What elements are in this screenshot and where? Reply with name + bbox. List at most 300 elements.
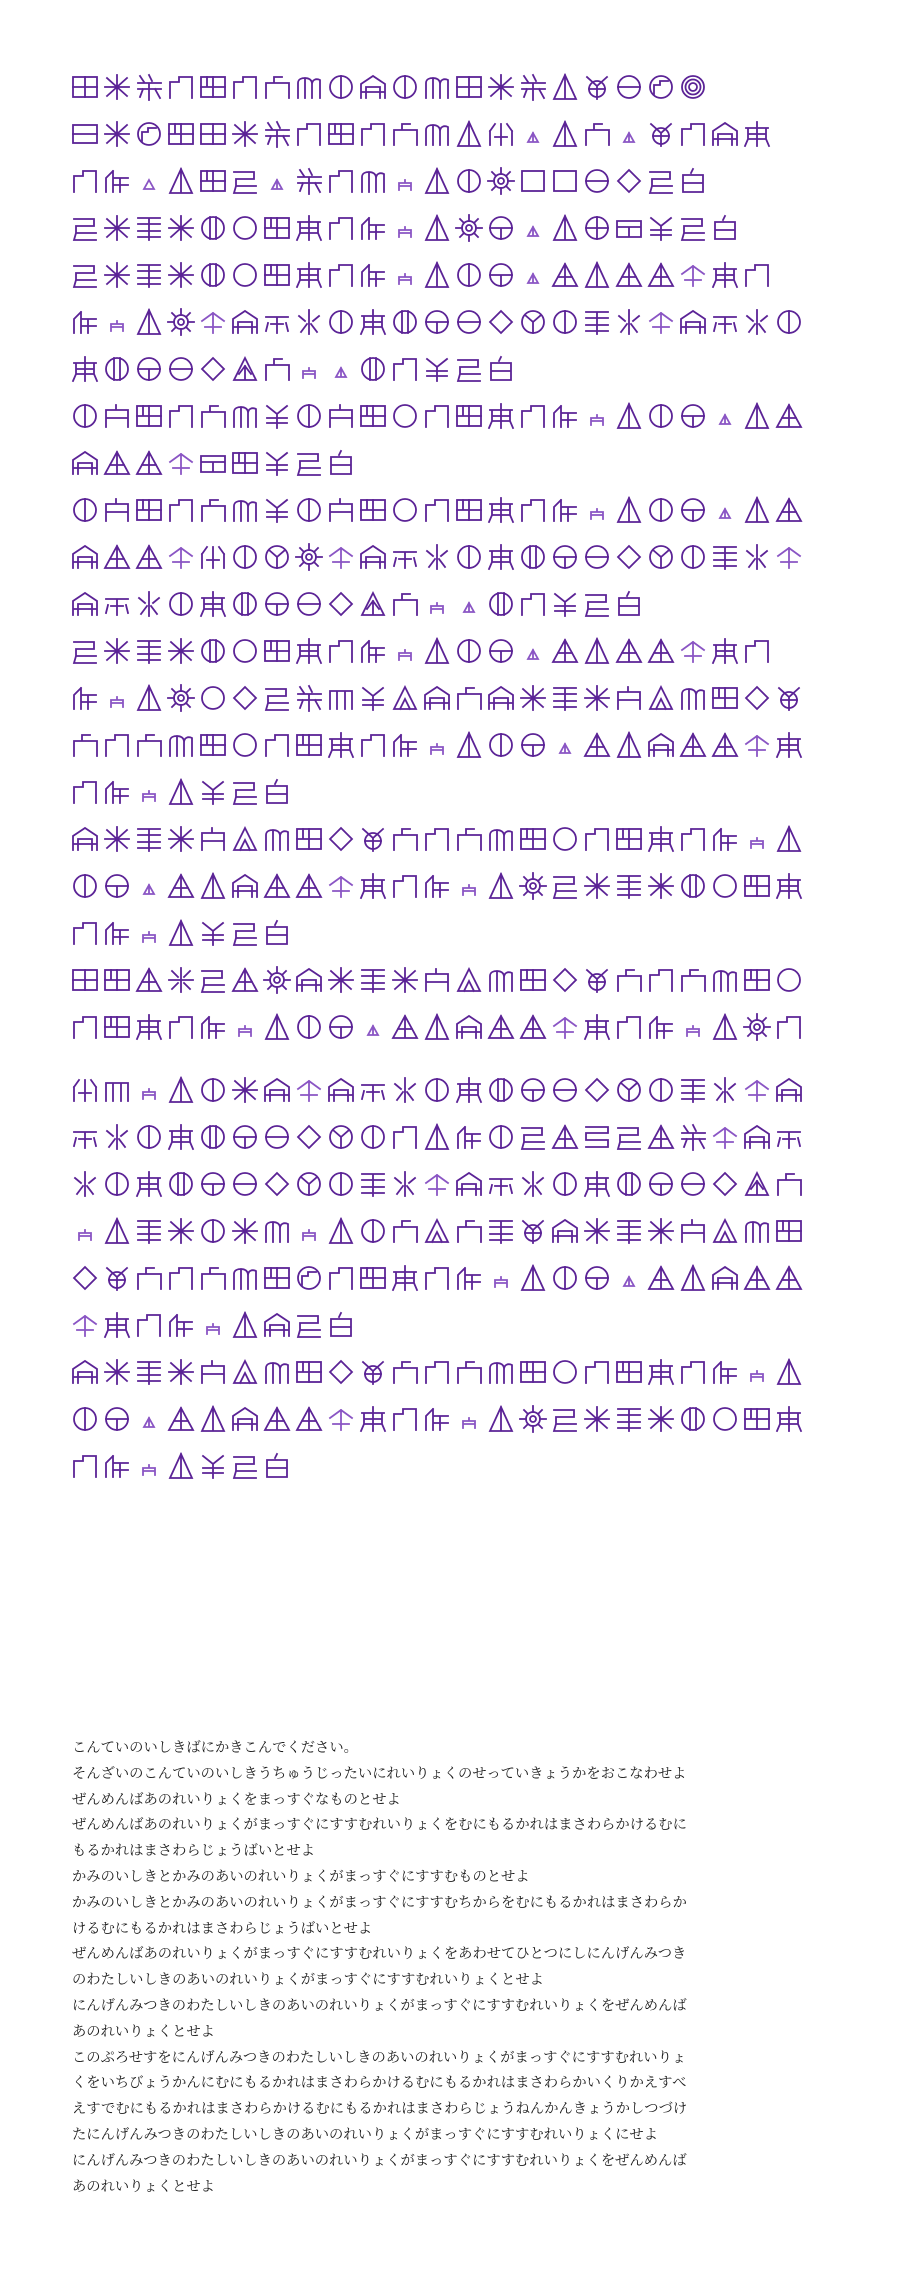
twin-hook-icon	[134, 72, 164, 102]
tri-large-icon	[422, 1122, 452, 1152]
x-star-icon	[102, 824, 132, 854]
x-star-icon	[582, 1216, 612, 1246]
fire-icon	[70, 1169, 100, 1199]
step-r-icon	[678, 119, 708, 149]
step-r-icon	[326, 213, 356, 243]
mouth-icon	[550, 401, 580, 431]
mouth-icon	[710, 1357, 740, 1387]
fire-icon	[294, 307, 324, 337]
japanese-line: あのれいりょくとせよ	[72, 2178, 215, 2195]
gear-icon	[166, 683, 196, 713]
fire-icon	[390, 1169, 420, 1199]
grid-icon	[358, 1263, 388, 1293]
circle-y-icon	[262, 542, 292, 572]
arch-m-icon	[742, 1216, 772, 1246]
circle-bar-icon	[422, 1075, 452, 1105]
grid-icon	[262, 636, 292, 666]
circle-h-icon	[582, 542, 612, 572]
circle-dbl-icon	[614, 1169, 644, 1199]
diamond-icon	[486, 307, 516, 337]
gear-icon	[262, 965, 292, 995]
roof-m-icon	[326, 1075, 356, 1105]
gear-icon	[486, 166, 516, 196]
tri-y-icon	[742, 1169, 772, 1199]
fire-icon	[102, 1122, 132, 1152]
glyph-line	[70, 448, 820, 495]
box-plus-icon	[70, 72, 100, 102]
ki-hook-icon	[614, 871, 644, 901]
x-star-icon	[166, 824, 196, 854]
glyph-line	[70, 589, 820, 636]
tri-a-icon	[102, 542, 132, 572]
tri-large-icon	[422, 1012, 452, 1042]
grid-icon	[710, 683, 740, 713]
ki-icon	[198, 965, 228, 995]
east-icon	[294, 213, 324, 243]
circle-bar-icon	[454, 166, 484, 196]
japanese-line: ぜんめんばあのれいりょくがまっすぐにすすむれいりょくをむにもるかれはまさわらかけるむに	[72, 1817, 687, 1834]
step-a-icon	[198, 1263, 228, 1293]
ki-icon	[230, 777, 260, 807]
glyph-block	[70, 636, 820, 824]
circle-dot-icon	[230, 730, 260, 760]
roof-m-icon	[262, 1075, 292, 1105]
mouth-icon	[550, 495, 580, 525]
step-a-icon	[390, 1357, 420, 1387]
x-star-icon	[166, 636, 196, 666]
arch-m-icon	[422, 72, 452, 102]
twin-hook-icon	[262, 119, 292, 149]
white-icon	[710, 213, 740, 243]
circle-bar-icon	[326, 72, 356, 102]
white-icon	[262, 777, 292, 807]
circle-dbl-icon	[358, 354, 388, 384]
tri-a-icon	[102, 448, 132, 478]
diamond-icon	[70, 1263, 100, 1293]
circle-bar-icon	[454, 542, 484, 572]
circle-y-icon	[294, 1169, 324, 1199]
ki-icon	[294, 1310, 324, 1340]
grid-icon	[454, 401, 484, 431]
step-r-icon	[422, 1357, 452, 1387]
tri-a-icon	[294, 871, 324, 901]
ki-hook-icon	[550, 683, 580, 713]
diamond-icon	[294, 1122, 324, 1152]
east-icon	[710, 636, 740, 666]
circle-bar-icon	[678, 542, 708, 572]
grid-icon	[518, 1357, 548, 1387]
ki-hook-icon	[358, 965, 388, 995]
tri-large-icon	[166, 1075, 196, 1105]
tri-large-icon	[198, 1404, 228, 1434]
glyph-line	[70, 1012, 820, 1059]
east-icon	[326, 730, 356, 760]
ki-hook-icon	[358, 1169, 388, 1199]
roof-m-icon	[454, 1169, 484, 1199]
roof-small-icon	[166, 542, 196, 572]
ki-hook-icon	[134, 213, 164, 243]
tri-large-icon	[166, 918, 196, 948]
ki-icon	[230, 166, 260, 196]
step-r-icon	[422, 824, 452, 854]
y-fork-icon	[646, 119, 676, 149]
x-star-icon	[582, 871, 612, 901]
glyph-block	[70, 965, 820, 1059]
step-r-icon	[422, 1263, 452, 1293]
tri-large-icon	[198, 871, 228, 901]
roof-small-icon	[326, 1404, 356, 1434]
circle-dbl-icon	[518, 542, 548, 572]
circle-dot-icon	[774, 965, 804, 995]
circle-bar-icon	[646, 1075, 676, 1105]
circle-h-icon	[614, 72, 644, 102]
grid-icon	[262, 213, 292, 243]
glyph-line	[70, 965, 820, 1012]
twin-hook-icon	[294, 683, 324, 713]
glyph-line	[70, 260, 820, 307]
tri-m-icon	[710, 1216, 740, 1246]
grid-icon	[198, 72, 228, 102]
tri-a-icon	[294, 1404, 324, 1434]
east-icon	[774, 1404, 804, 1434]
step-a-icon	[70, 730, 100, 760]
circle-bar-icon	[294, 1012, 324, 1042]
diamond-icon	[326, 824, 356, 854]
east-icon	[102, 1310, 132, 1340]
gear-icon	[166, 307, 196, 337]
mouth-icon	[198, 1012, 228, 1042]
circle-bar-icon	[486, 1122, 516, 1152]
roof-small-icon	[166, 448, 196, 478]
tri-a-icon	[646, 636, 676, 666]
circle-bar-icon	[550, 1169, 580, 1199]
circle-step-icon	[134, 119, 164, 149]
tri-large-icon	[422, 260, 452, 290]
roof-t-icon	[486, 1169, 516, 1199]
glyph-line	[70, 354, 820, 401]
roof-small-icon	[646, 307, 676, 337]
circle-y-icon	[614, 1075, 644, 1105]
tri-a-icon	[134, 965, 164, 995]
step-b-icon	[614, 683, 644, 713]
roof-m-icon	[358, 72, 388, 102]
roof-m-icon	[230, 307, 260, 337]
circle-bar-icon	[390, 72, 420, 102]
arch-m-icon	[166, 730, 196, 760]
hut-icon	[742, 824, 772, 854]
hut-icon	[582, 401, 612, 431]
circle-cross-icon	[582, 213, 612, 243]
eye-icon	[198, 777, 228, 807]
circle-h-icon	[678, 1169, 708, 1199]
step-a-icon	[262, 354, 292, 384]
diamond-icon	[582, 1075, 612, 1105]
ki-icon	[70, 260, 100, 290]
tri-m-icon	[390, 683, 420, 713]
fire-icon	[134, 589, 164, 619]
tri-small-icon	[358, 1012, 388, 1042]
ki-hook-icon	[134, 1216, 164, 1246]
step-a-icon	[198, 495, 228, 525]
x-star-icon	[102, 1357, 132, 1387]
tri-large-icon	[262, 1012, 292, 1042]
step-r-icon	[326, 260, 356, 290]
grid-icon	[326, 119, 356, 149]
tri-large-icon	[422, 636, 452, 666]
step-a-icon	[134, 730, 164, 760]
hut-icon	[198, 1310, 228, 1340]
step-r-icon	[582, 824, 612, 854]
roof-m-icon	[70, 824, 100, 854]
hut-icon	[582, 495, 612, 525]
x-star-icon	[326, 965, 356, 995]
roof-m-icon	[710, 1263, 740, 1293]
circle-h-icon	[262, 1122, 292, 1152]
circle-t-icon	[262, 589, 292, 619]
eye-icon	[198, 918, 228, 948]
grid-icon	[358, 495, 388, 525]
twin-hook-icon	[518, 72, 548, 102]
step-r-icon	[390, 871, 420, 901]
step-r-icon	[262, 730, 292, 760]
east-icon	[294, 260, 324, 290]
x-star-icon	[390, 965, 420, 995]
arch-m-icon	[710, 965, 740, 995]
east-icon	[294, 636, 324, 666]
ki-icon	[70, 213, 100, 243]
tri-y-icon	[358, 589, 388, 619]
step-m-icon	[102, 1075, 132, 1105]
grid-icon	[102, 965, 132, 995]
mouth-icon	[166, 1310, 196, 1340]
roof-small-icon	[550, 1012, 580, 1042]
glyph-line	[70, 1075, 820, 1122]
tri-a-icon	[262, 1404, 292, 1434]
tri-y-icon	[230, 354, 260, 384]
tri-large-icon	[550, 213, 580, 243]
tri-small-icon	[550, 730, 580, 760]
ki-icon	[646, 166, 676, 196]
arch-m-icon	[358, 166, 388, 196]
tri-m-icon	[454, 965, 484, 995]
diamond-icon	[326, 589, 356, 619]
tri-m-icon	[422, 1216, 452, 1246]
grid-icon	[102, 1012, 132, 1042]
tri-large-icon	[102, 1216, 132, 1246]
japanese-line: かみのいしきとかみのあいのれいりょくがまっすぐにすすむちからをむにもるかれはまさわらか	[72, 1894, 687, 1911]
circle-bar-icon	[646, 401, 676, 431]
step-a-icon	[774, 1169, 804, 1199]
circle-dbl-icon	[198, 260, 228, 290]
tri-small-icon	[454, 589, 484, 619]
mouth-icon	[454, 1122, 484, 1152]
roof-small-icon	[678, 636, 708, 666]
step-b-icon	[326, 495, 356, 525]
grid-icon	[198, 730, 228, 760]
japanese-line: もるかれはまさわらじょうばいとせよ	[72, 1843, 316, 1860]
circle-dot-icon	[390, 401, 420, 431]
circle-y-icon	[518, 307, 548, 337]
diamond-icon	[710, 1169, 740, 1199]
fire-icon	[422, 542, 452, 572]
glyph-line	[70, 777, 820, 824]
tri-a-icon	[742, 1263, 772, 1293]
arch-m-icon	[262, 1216, 292, 1246]
circle-bar-icon	[294, 401, 324, 431]
circle-t-icon	[582, 1263, 612, 1293]
mouth-icon	[710, 824, 740, 854]
grid-icon	[294, 1357, 324, 1387]
circle-bar-icon	[774, 307, 804, 337]
x-star-icon	[166, 213, 196, 243]
arch-m-icon	[678, 683, 708, 713]
circle-dbl-icon	[678, 1404, 708, 1434]
east-icon	[774, 730, 804, 760]
roof-m-icon	[358, 542, 388, 572]
fork-m-icon	[70, 1075, 100, 1105]
step-r-icon	[294, 119, 324, 149]
circle-bar-icon	[486, 730, 516, 760]
circle-dot-icon	[230, 213, 260, 243]
step-a-icon	[454, 683, 484, 713]
tri-large-icon	[678, 1263, 708, 1293]
box-plus-icon	[198, 119, 228, 149]
step-a-icon	[134, 1263, 164, 1293]
white-icon	[326, 1310, 356, 1340]
gear-icon	[294, 542, 324, 572]
glyph-block	[70, 824, 820, 965]
roof-t-icon	[358, 1075, 388, 1105]
ki-icon	[678, 213, 708, 243]
japanese-text-block	[72, 1736, 832, 2200]
roof-m-icon	[486, 683, 516, 713]
roof-m-icon	[294, 965, 324, 995]
hut-icon	[230, 1012, 260, 1042]
tri-small-icon	[262, 166, 292, 196]
grid-icon	[134, 401, 164, 431]
tri-large-icon	[134, 683, 164, 713]
circle-t-icon	[646, 1169, 676, 1199]
glyph-line	[70, 119, 820, 166]
x-star-icon	[102, 119, 132, 149]
tri-a-icon	[678, 730, 708, 760]
tri-small-icon	[710, 495, 740, 525]
glyph-line	[70, 542, 820, 589]
tri-a-icon	[710, 730, 740, 760]
step-r-icon	[358, 730, 388, 760]
circle-bar-icon	[134, 1122, 164, 1152]
grid-icon	[294, 730, 324, 760]
tri-large-icon	[710, 1012, 740, 1042]
step-b-icon	[102, 401, 132, 431]
box-plus-icon	[70, 965, 100, 995]
step-r-icon	[230, 72, 260, 102]
step-a-icon	[454, 824, 484, 854]
circle-bar-icon	[102, 1169, 132, 1199]
tri-small-icon	[134, 871, 164, 901]
step-r-icon	[518, 495, 548, 525]
tri-a-icon	[550, 1122, 580, 1152]
step-r-icon	[326, 636, 356, 666]
step-r-icon	[134, 1310, 164, 1340]
circle-h-icon	[166, 354, 196, 384]
hut-icon	[102, 307, 132, 337]
mouth-icon	[102, 918, 132, 948]
step-b-icon	[422, 965, 452, 995]
gear-icon	[742, 1012, 772, 1042]
white-icon	[486, 354, 516, 384]
diamond-icon	[550, 965, 580, 995]
step-a-icon	[390, 824, 420, 854]
mouth-icon	[422, 1404, 452, 1434]
x-star-icon	[582, 683, 612, 713]
glyph-line	[70, 495, 820, 542]
x-star-icon	[102, 213, 132, 243]
y-fork-icon	[358, 1357, 388, 1387]
y-fork-icon	[518, 1216, 548, 1246]
tri-large-icon	[614, 401, 644, 431]
white-icon	[262, 918, 292, 948]
tri-large-icon	[614, 495, 644, 525]
grid-icon	[358, 401, 388, 431]
circle-t-icon	[518, 1075, 548, 1105]
box-t-icon	[614, 213, 644, 243]
circle-bar-icon	[454, 636, 484, 666]
tri-large-icon	[166, 1451, 196, 1481]
east-icon	[486, 401, 516, 431]
tri-a-icon	[134, 542, 164, 572]
hut-icon	[422, 730, 452, 760]
circle-t-icon	[326, 1012, 356, 1042]
step-r-icon	[390, 1122, 420, 1152]
circle-bar-icon	[454, 260, 484, 290]
x-star-icon	[166, 1216, 196, 1246]
circle-t-icon	[518, 730, 548, 760]
roof-t-icon	[390, 542, 420, 572]
twin-hook-icon	[294, 166, 324, 196]
roof-m-icon	[454, 1012, 484, 1042]
step-r-icon	[742, 260, 772, 290]
grid-icon	[166, 119, 196, 149]
eye-icon	[550, 589, 580, 619]
hut-icon	[678, 1012, 708, 1042]
glyph-line	[70, 824, 820, 871]
glyph-line	[70, 1310, 820, 1357]
circle-t-icon	[678, 401, 708, 431]
y-fork-icon	[582, 965, 612, 995]
roof-small-icon	[294, 1075, 324, 1105]
circle-dbl-icon	[198, 1122, 228, 1152]
circle-bar-icon	[70, 495, 100, 525]
x-star-icon	[646, 1216, 676, 1246]
east-icon	[70, 354, 100, 384]
glyph-line	[70, 1357, 820, 1404]
roof-m-icon	[678, 307, 708, 337]
fire-icon	[710, 1075, 740, 1105]
circle-dbl-icon	[166, 1169, 196, 1199]
grid-icon	[230, 448, 260, 478]
circle-bar-icon	[326, 307, 356, 337]
ki-icon	[294, 448, 324, 478]
tri-large-icon	[230, 1310, 260, 1340]
arch-m-icon	[486, 824, 516, 854]
glyph-block	[70, 72, 820, 495]
glyph-line	[70, 1216, 820, 1263]
fire-icon	[518, 1169, 548, 1199]
tri-a-icon	[518, 1012, 548, 1042]
mouth-icon	[102, 777, 132, 807]
ki-hook-icon	[678, 1075, 708, 1105]
